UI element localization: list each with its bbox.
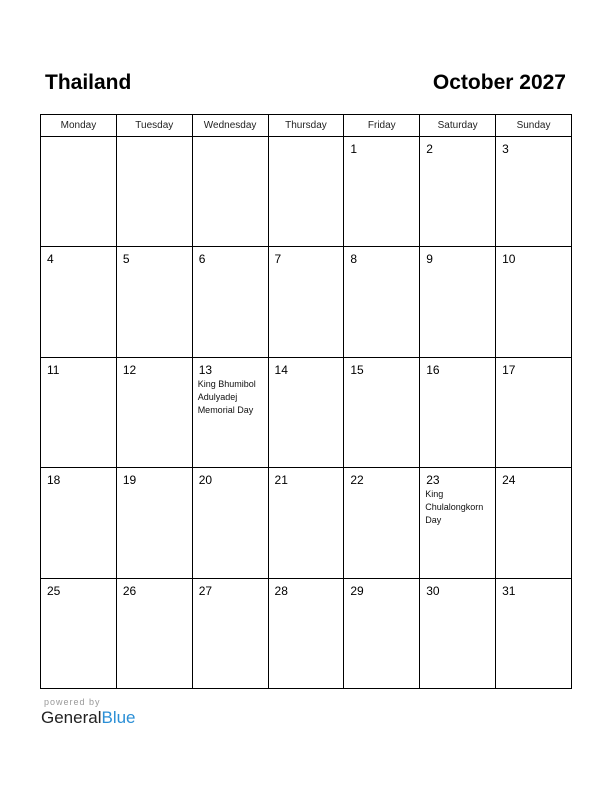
day-cell — [41, 578, 117, 688]
day-number: 4 — [47, 252, 54, 267]
day-number: 12 — [122, 362, 137, 377]
day-cell — [496, 357, 572, 467]
day-number: 22 — [350, 473, 364, 488]
month-title: October 2027 — [432, 71, 566, 94]
day-number: 11 — [47, 362, 60, 377]
weekday-header: Saturday — [420, 115, 496, 137]
day-number: 30 — [426, 583, 440, 598]
week-row — [41, 247, 572, 357]
weekday-header: Tuesday — [116, 115, 192, 137]
weekday-header-row — [41, 115, 572, 137]
day-cell — [192, 578, 268, 688]
day-cell — [192, 137, 268, 247]
day-number: 1 — [350, 142, 358, 156]
day-number: 26 — [122, 583, 137, 598]
day-cell — [116, 137, 192, 247]
day-number: 9 — [426, 252, 433, 267]
day-number: 31 — [502, 583, 516, 598]
day-cell — [268, 357, 344, 467]
day-number: 29 — [350, 583, 364, 598]
day-cell — [116, 357, 192, 467]
day-number: 14 — [274, 362, 288, 377]
day-cell — [420, 468, 496, 578]
week-row — [41, 357, 572, 467]
weekday-header: Wednesday — [192, 115, 268, 137]
day-cell — [41, 247, 117, 357]
day-number: 8 — [350, 252, 358, 267]
week-row — [41, 137, 572, 247]
day-number: 7 — [274, 252, 282, 267]
week-row — [41, 578, 572, 688]
day-cell — [420, 137, 496, 247]
day-cell — [192, 357, 268, 467]
brand-general: General — [41, 708, 102, 727]
day-cell — [344, 578, 420, 688]
day-number: 27 — [198, 583, 213, 598]
day-number: 20 — [198, 473, 213, 488]
day-cell — [496, 578, 572, 688]
holiday-label: King Chulalongkorn Day — [425, 489, 484, 526]
day-cell — [116, 468, 192, 578]
day-cell — [41, 468, 117, 578]
day-number: 2 — [426, 142, 433, 156]
week-row — [41, 468, 572, 578]
day-number: 3 — [502, 142, 509, 156]
day-cell — [268, 137, 344, 247]
holiday-label: King Bhumibol Adulyadej Memorial Day — [197, 378, 256, 415]
day-number: 17 — [502, 362, 516, 377]
day-cell — [496, 468, 572, 578]
powered-by-label: powered by — [44, 697, 101, 707]
day-cell — [268, 247, 344, 357]
day-cell — [344, 468, 420, 578]
day-number: 24 — [502, 473, 516, 488]
day-cell — [41, 357, 117, 467]
day-cell — [192, 468, 268, 578]
day-cell — [268, 578, 344, 688]
day-number: 28 — [274, 583, 288, 598]
day-cell — [420, 357, 496, 467]
day-number: 25 — [47, 583, 61, 598]
brand-blue: Blue — [101, 708, 136, 727]
day-cell — [420, 578, 496, 688]
day-cell — [192, 247, 268, 357]
generalblue-logo — [41, 708, 136, 728]
weekday-header: Thursday — [268, 115, 344, 137]
day-number: 21 — [274, 473, 288, 488]
day-cell — [420, 247, 496, 357]
weekday-header: Friday — [344, 115, 420, 137]
day-number: 13 — [198, 362, 213, 377]
day-number: 19 — [122, 473, 137, 488]
day-cell — [268, 468, 344, 578]
day-cell — [496, 247, 572, 357]
day-cell — [41, 137, 117, 247]
weekday-header: Sunday — [496, 115, 572, 137]
weekday-header: Monday — [41, 115, 117, 137]
day-number: 16 — [426, 362, 440, 377]
day-number: 6 — [198, 252, 206, 267]
day-number: 18 — [47, 473, 61, 488]
calendar-grid — [40, 114, 572, 689]
day-cell — [344, 357, 420, 467]
day-number: 23 — [426, 473, 440, 488]
country-title: Thailand — [45, 71, 132, 94]
day-number: 10 — [502, 252, 516, 267]
day-number: 5 — [122, 252, 130, 267]
day-cell — [116, 578, 192, 688]
day-cell — [344, 247, 420, 357]
day-number: 15 — [350, 362, 364, 377]
day-cell — [116, 247, 192, 357]
day-cell — [496, 137, 572, 247]
day-cell — [344, 137, 420, 247]
